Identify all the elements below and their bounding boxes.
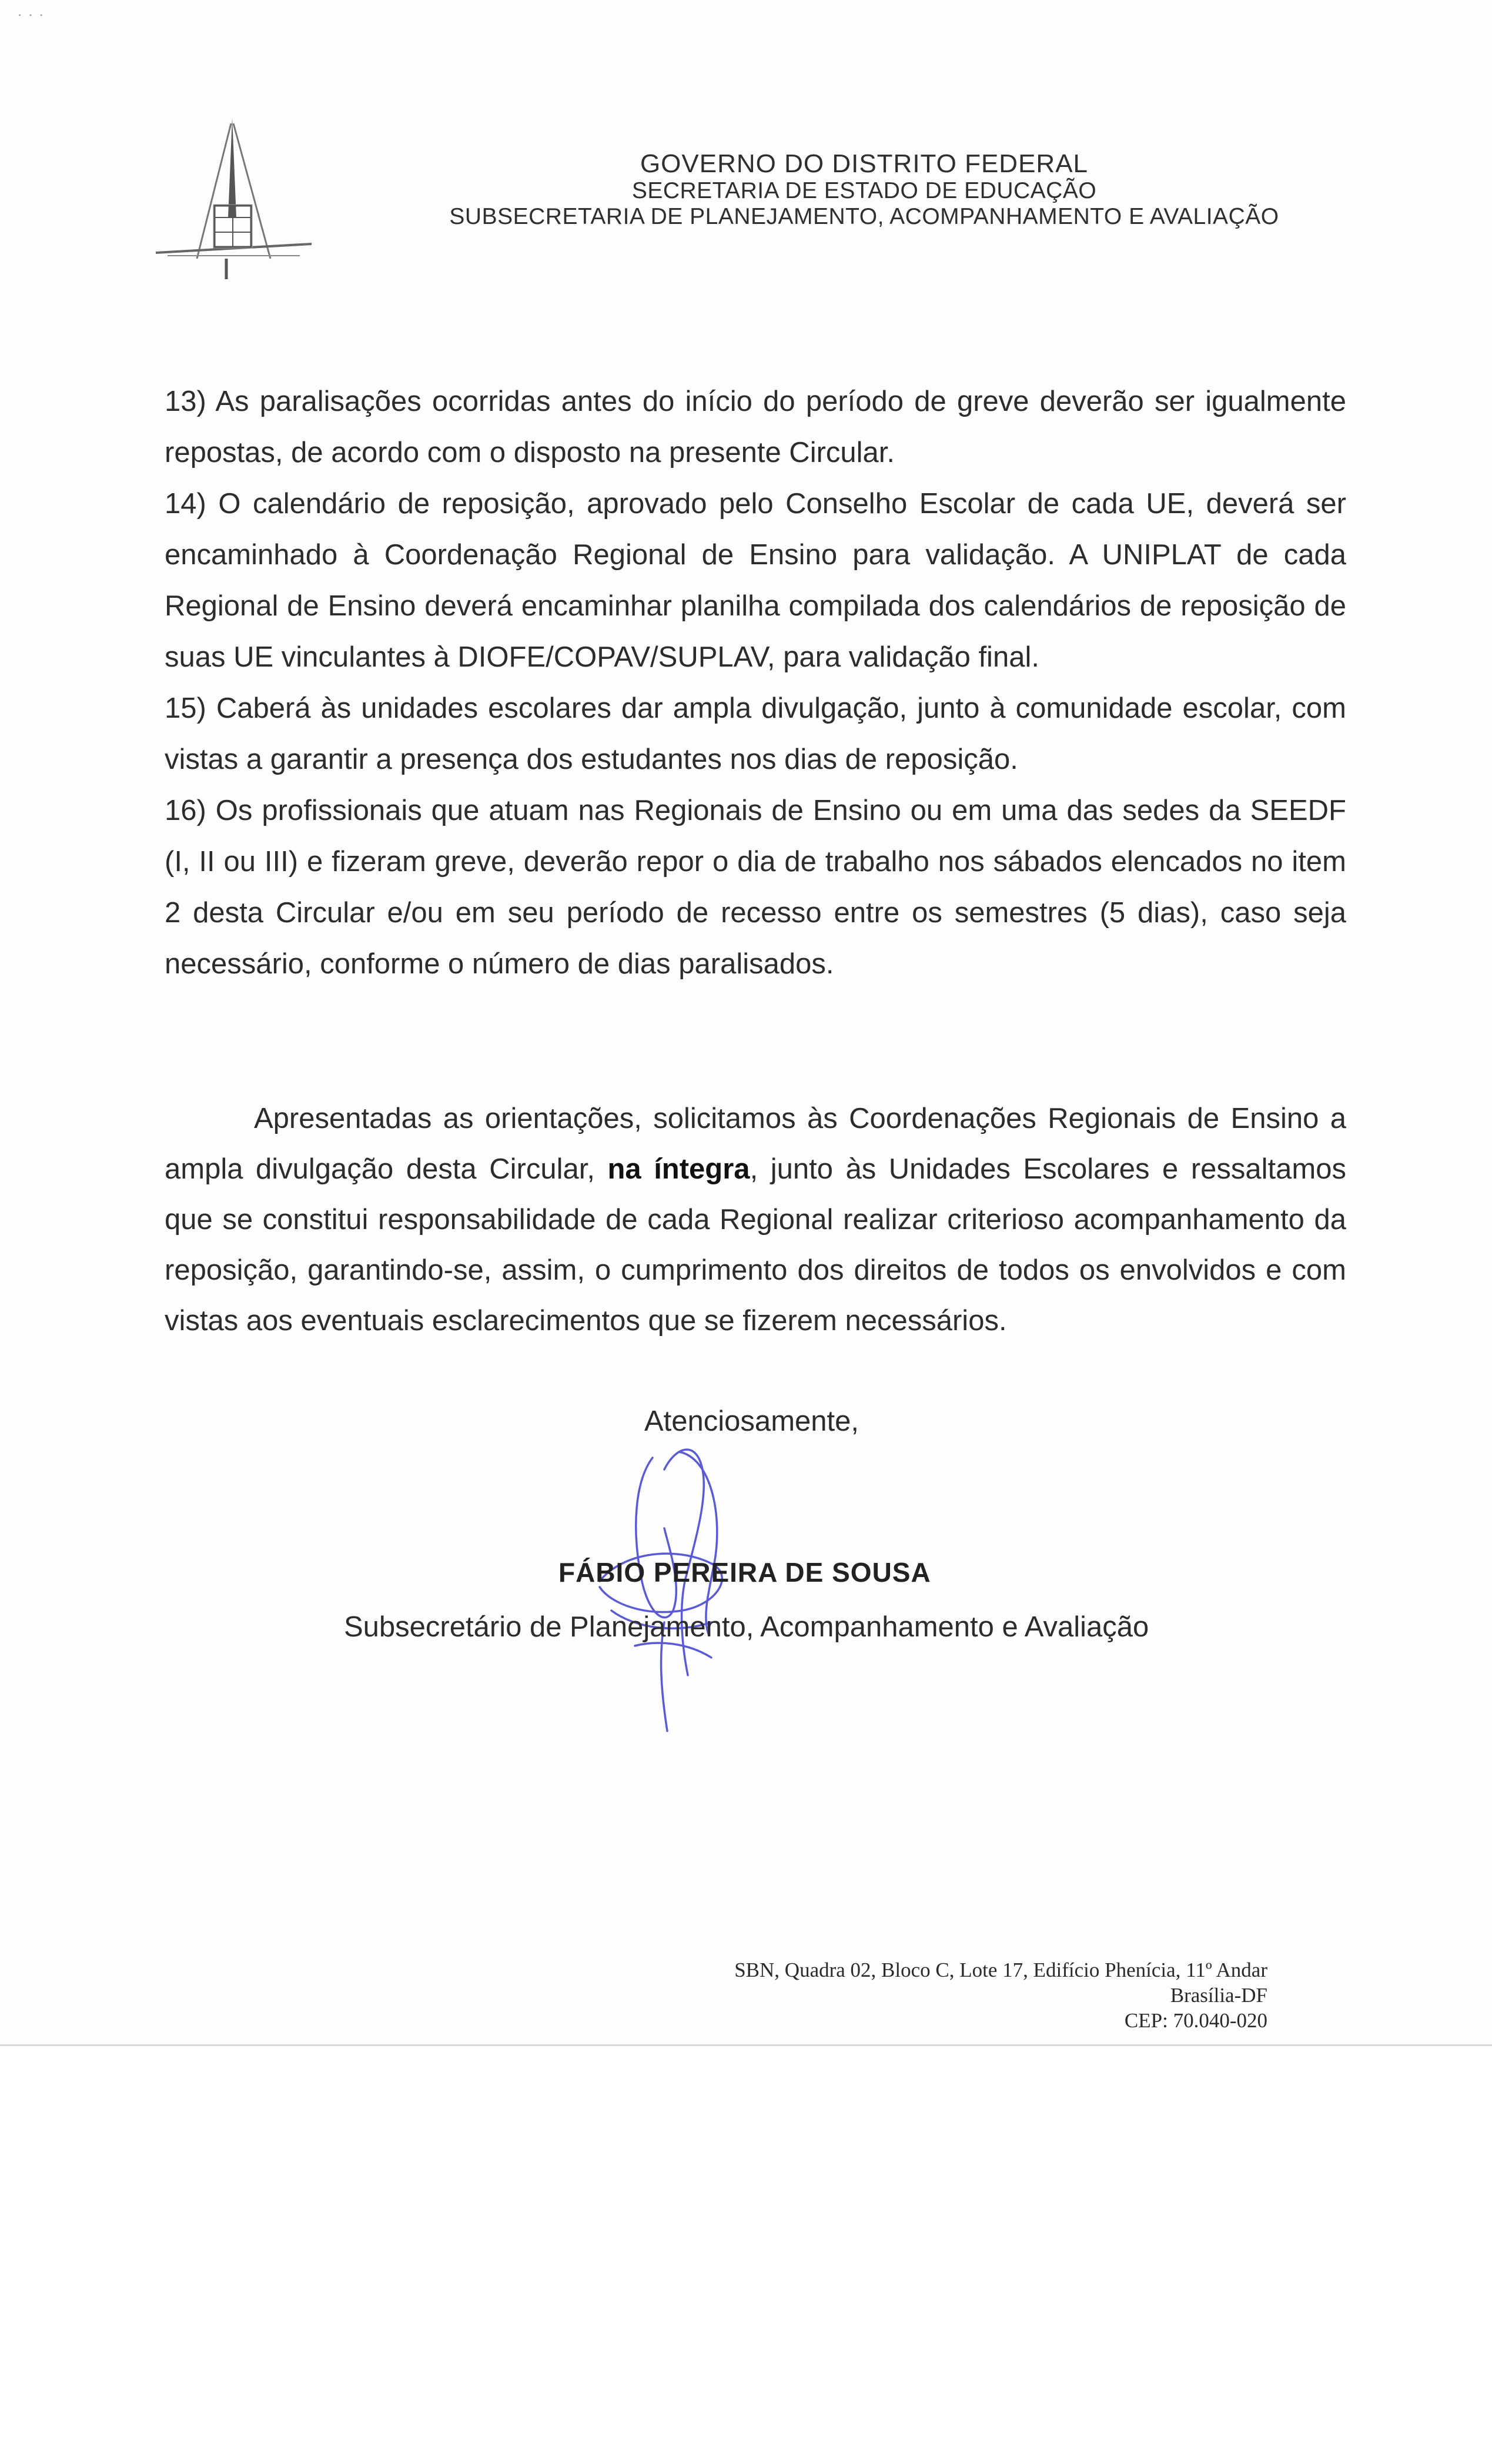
address-footer xyxy=(734,1957,1267,2033)
scan-artifact: ˙ ˙ ˙ xyxy=(18,12,45,31)
scan-bottom-edge xyxy=(0,2044,1492,2046)
secretariat-name: SECRETARIA DE ESTADO DE EDUCAÇÃO xyxy=(631,178,1097,204)
item-13: 13) As paralisações ocorridas antes do início do período de greve deverão ser igualmente repostas, de acordo com o disposto na presente Circular. xyxy=(165,386,1346,468)
government-name: GOVERNO DO DISTRITO FEDERAL xyxy=(640,149,1089,178)
letterhead xyxy=(364,150,1364,230)
item-15: 15) Caberá às unidades escolares dar ampla divulgação, junto à comunidade escolar, com vistas a garantir a presença dos estudantes nos dias de reposição. xyxy=(165,692,1346,775)
signer-name: FÁBIO PEREIRA DE SOUSA xyxy=(558,1557,931,1588)
item-16: 16) Os profissionais que atuam nas Regionais de Ensino ou em uma das sedes da SEEDF (I, II ou III) e fizeram greve, deverão repor o dia de trabalho nos sábados elencados no item 2 desta Circular e/ou em seu período de recesso entre os semestres (5 dias), caso seja necessário, conforme o número de dias paralisados. xyxy=(165,795,1346,980)
closing-emphasis: na íntegra xyxy=(607,1153,750,1185)
address-line: SBN, Quadra 02, Bloco C, Lote 17, Edifício Phenícia, 11º Andar xyxy=(734,1959,1267,1981)
closing-text-part1: Apresentadas as orientações, solicitamos às Coordenações Regionais de Ensino a ampla divulgação desta Circular, xyxy=(165,1103,1346,1185)
closing-paragraph xyxy=(165,1093,1346,1346)
circular-body xyxy=(165,376,1346,990)
signer-title: Subsecretário de Planejamento, Acompanhamento e Avaliação xyxy=(344,1611,1149,1643)
closing-text-part2: , junto às Unidades Escolares e ressaltamos que se constitui responsabilidade de cada Regional realizar criterioso acompanhamento da reposição, garantindo-se, assim, o cumprimento dos direitos de todos os envolvidos e com vistas aos eventuais esclarecimentos que se fizerem necessários. xyxy=(165,1153,1346,1337)
city-line: Brasília-DF xyxy=(1170,1984,1267,2007)
greeting: Atenciosamente, xyxy=(644,1405,859,1437)
item-14: 14) O calendário de reposição, aprovado pelo Conselho Escolar de cada UE, deverá ser encaminhado à Coordenação Regional de Ensino para validação. A UNIPLAT de cada Regional de Ensino deverá encaminhar planilha compilada dos calendários de reposição de suas UE vinculantes à DIOFE/COPAV/SUPLAV, para validação final. xyxy=(165,488,1346,673)
subsecretariat-name: SUBSECRETARIA DE PLANEJAMENTO, ACOMPANHAMENTO E AVALIAÇÃO xyxy=(449,204,1279,230)
postal-code-line: CEP: 70.040-020 xyxy=(1124,2009,1267,2032)
brasilia-emblem-icon xyxy=(156,118,312,288)
